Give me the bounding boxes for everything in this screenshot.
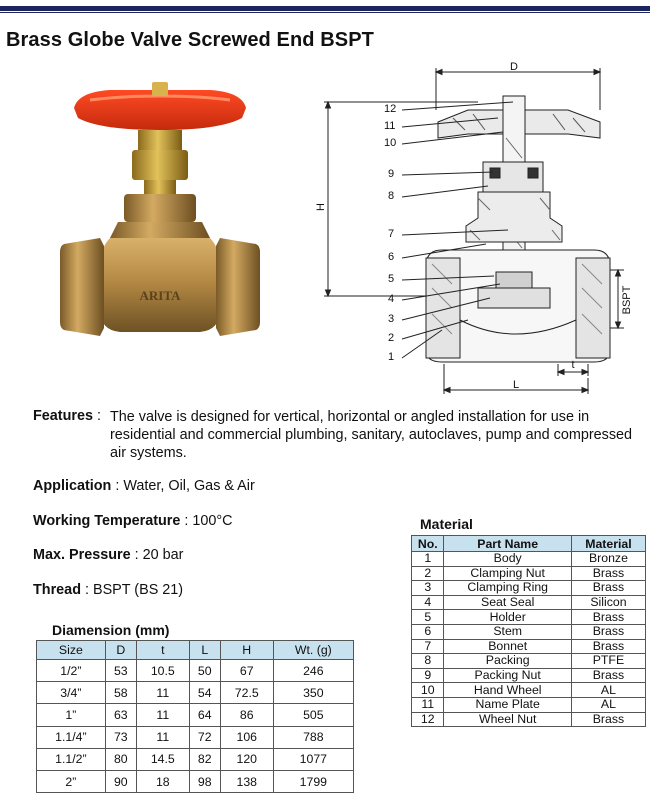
table-cell: 5 bbox=[412, 610, 444, 625]
table-row bbox=[37, 704, 354, 726]
table-cell: 1” bbox=[37, 704, 106, 726]
table-cell: 1/2” bbox=[37, 660, 106, 682]
table-row bbox=[412, 595, 646, 610]
table-cell: Name Plate bbox=[444, 697, 571, 712]
table-cell: 10.5 bbox=[136, 660, 189, 682]
table-cell: 7 bbox=[412, 639, 444, 654]
table-cell: 98 bbox=[189, 770, 220, 792]
table-cell: 10 bbox=[412, 683, 444, 698]
table-cell: 11 bbox=[412, 697, 444, 712]
table-cell: Clamping Nut bbox=[444, 566, 571, 581]
table-cell: Holder bbox=[444, 610, 571, 625]
table-row bbox=[37, 748, 354, 770]
table-cell: 58 bbox=[105, 682, 136, 704]
table-cell: 72.5 bbox=[220, 682, 273, 704]
table-row bbox=[412, 697, 646, 712]
table-cell: Wheel Nut bbox=[444, 712, 571, 727]
table-cell: 90 bbox=[105, 770, 136, 792]
table-row bbox=[412, 610, 646, 625]
table-cell: 80 bbox=[105, 748, 136, 770]
table-row bbox=[37, 726, 354, 748]
table-row bbox=[412, 566, 646, 581]
table-cell: 2” bbox=[37, 770, 106, 792]
table-header-cell: D bbox=[105, 641, 136, 660]
svg-text:4: 4 bbox=[388, 293, 395, 305]
table-cell: Brass bbox=[571, 712, 645, 727]
table-cell: 788 bbox=[273, 726, 353, 748]
table-cell: 73 bbox=[105, 726, 136, 748]
svg-text:6: 6 bbox=[388, 251, 395, 263]
table-cell: 9 bbox=[412, 668, 444, 683]
table-cell: 11 bbox=[136, 726, 189, 748]
logo-text: ARITA bbox=[139, 288, 181, 303]
table-cell: 63 bbox=[105, 704, 136, 726]
table-cell: Bronze bbox=[571, 552, 645, 567]
table-cell: Packing bbox=[444, 654, 571, 669]
table-row bbox=[412, 668, 646, 683]
svg-text:12: 12 bbox=[384, 103, 397, 115]
table-cell: 2 bbox=[412, 566, 444, 581]
svg-text:8: 8 bbox=[388, 190, 395, 202]
table-row bbox=[412, 552, 646, 567]
table-header-cell: t bbox=[136, 641, 189, 660]
table-row bbox=[37, 682, 354, 704]
table-cell: Packing Nut bbox=[444, 668, 571, 683]
application-line: Application : Water, Oil, Gas & Air bbox=[33, 478, 255, 494]
table-cell: 4 bbox=[412, 595, 444, 610]
table-row bbox=[412, 712, 646, 727]
table-cell: 6 bbox=[412, 624, 444, 639]
svg-text:1: 1 bbox=[388, 351, 395, 363]
table-cell: 120 bbox=[220, 748, 273, 770]
table-cell: Silicon bbox=[571, 595, 645, 610]
table-cell: 11 bbox=[136, 704, 189, 726]
table-header-cell: No. bbox=[412, 536, 444, 552]
svg-text:BSPT: BSPT bbox=[621, 285, 633, 315]
table-cell: Brass bbox=[571, 668, 645, 683]
table-row bbox=[37, 660, 354, 682]
table-cell: Brass bbox=[571, 639, 645, 654]
page-title: Brass Globe Valve Screwed End BSPT bbox=[6, 29, 374, 51]
table-cell: 72 bbox=[189, 726, 220, 748]
svg-text:5: 5 bbox=[388, 273, 395, 285]
table-header-cell: Wt. (g) bbox=[273, 641, 353, 660]
table-cell: 1.1/2” bbox=[37, 748, 106, 770]
table-cell: AL bbox=[571, 683, 645, 698]
dimension-table-title: Diamension (mm) bbox=[52, 622, 170, 638]
thread-line: Thread : BSPT (BS 21) bbox=[33, 582, 184, 598]
table-cell: 3/4” bbox=[37, 682, 106, 704]
table-row bbox=[412, 581, 646, 596]
table-header-cell: H bbox=[220, 641, 273, 660]
svg-text:3: 3 bbox=[388, 313, 395, 325]
table-cell: 82 bbox=[189, 748, 220, 770]
table-cell: 1 bbox=[412, 552, 444, 567]
max-pressure-line: Max. Pressure : 20 bar bbox=[33, 547, 184, 563]
table-cell: Seat Seal bbox=[444, 595, 571, 610]
table-header-cell: L bbox=[189, 641, 220, 660]
table-cell: 1.1/4” bbox=[37, 726, 106, 748]
svg-text:10: 10 bbox=[384, 137, 397, 149]
table-cell: 8 bbox=[412, 654, 444, 669]
table-cell: 53 bbox=[105, 660, 136, 682]
svg-text:2: 2 bbox=[388, 332, 395, 344]
table-cell: 1077 bbox=[273, 748, 353, 770]
dimension-table bbox=[36, 640, 354, 793]
table-header-cell: Material bbox=[571, 536, 645, 552]
svg-text:t: t bbox=[571, 359, 575, 371]
table-cell: Stem bbox=[444, 624, 571, 639]
table-row bbox=[37, 770, 354, 792]
table-cell: 12 bbox=[412, 712, 444, 727]
svg-text:L: L bbox=[512, 379, 520, 391]
material-table bbox=[411, 535, 646, 727]
table-cell: Bonnet bbox=[444, 639, 571, 654]
table-header-cell: Size bbox=[37, 641, 106, 660]
table-cell: 3 bbox=[412, 581, 444, 596]
features-text: The valve is designed for vertical, horizontal or angled installation for use in residential and commercial plumbing, sanitary, autoclaves, pump and compressed air systems. bbox=[110, 409, 633, 461]
working-temperature-line: Working Temperature : 100°C bbox=[33, 513, 233, 529]
table-cell: 86 bbox=[220, 704, 273, 726]
table-cell: 67 bbox=[220, 660, 273, 682]
table-cell: Clamping Ring bbox=[444, 581, 571, 596]
table-cell: 18 bbox=[136, 770, 189, 792]
table-cell: Brass bbox=[571, 610, 645, 625]
table-cell: Brass bbox=[571, 566, 645, 581]
valve-photo bbox=[60, 78, 260, 348]
table-cell: 14.5 bbox=[136, 748, 189, 770]
svg-text:11: 11 bbox=[384, 120, 396, 132]
material-table-title: Material bbox=[420, 516, 473, 532]
table-row bbox=[412, 654, 646, 669]
table-cell: 106 bbox=[220, 726, 273, 748]
svg-text:H: H bbox=[315, 203, 327, 211]
table-cell: Hand Wheel bbox=[444, 683, 571, 698]
valve-cross-section-drawing bbox=[315, 58, 636, 400]
table-cell: PTFE bbox=[571, 654, 645, 669]
table-cell: Brass bbox=[571, 581, 645, 596]
table-cell: 11 bbox=[136, 682, 189, 704]
table-cell: 64 bbox=[189, 704, 220, 726]
table-cell: 350 bbox=[273, 682, 353, 704]
table-row bbox=[412, 683, 646, 698]
table-cell: 246 bbox=[273, 660, 353, 682]
header-rule bbox=[0, 12, 650, 13]
table-header-cell: Part Name bbox=[444, 536, 571, 552]
table-row bbox=[412, 624, 646, 639]
svg-text:D: D bbox=[510, 61, 518, 73]
table-row bbox=[412, 639, 646, 654]
table-cell: AL bbox=[571, 697, 645, 712]
table-cell: 54 bbox=[189, 682, 220, 704]
table-cell: Brass bbox=[571, 624, 645, 639]
features-label: Features : bbox=[33, 408, 101, 424]
table-cell: 1799 bbox=[273, 770, 353, 792]
table-cell: 138 bbox=[220, 770, 273, 792]
table-cell: 505 bbox=[273, 704, 353, 726]
svg-text:9: 9 bbox=[388, 168, 395, 180]
header-bar bbox=[0, 6, 650, 11]
table-cell: 50 bbox=[189, 660, 220, 682]
svg-text:7: 7 bbox=[388, 228, 395, 240]
table-cell: Body bbox=[444, 552, 571, 567]
